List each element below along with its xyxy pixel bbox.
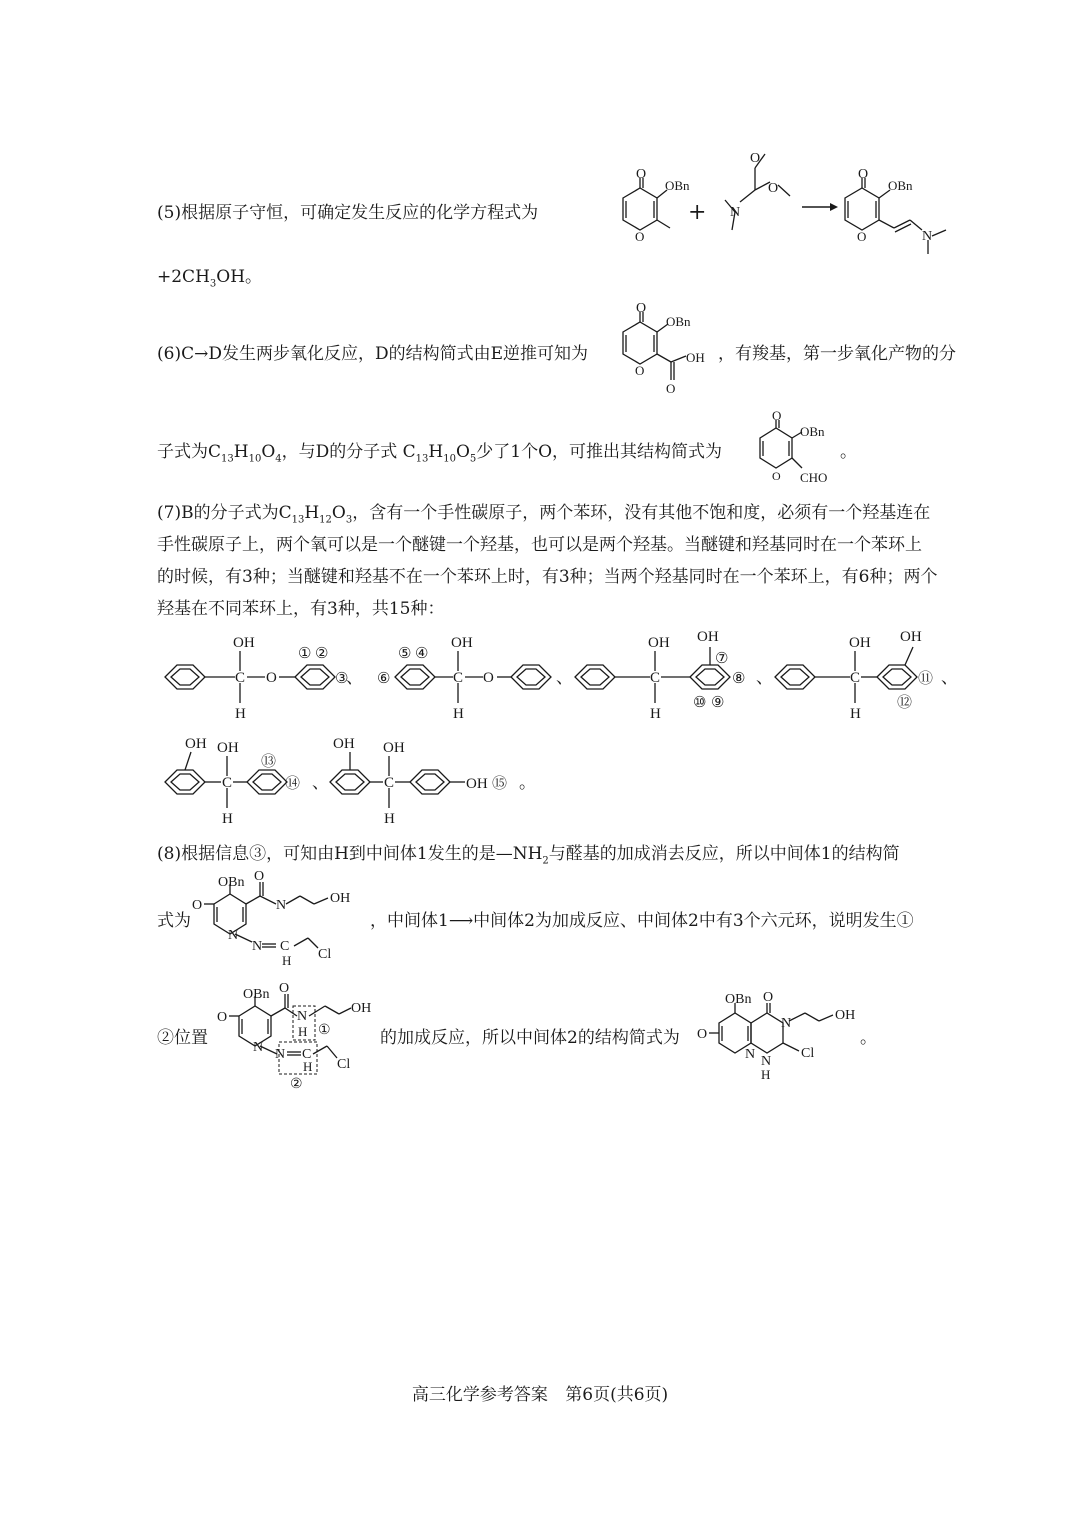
section7-line2: 手性碳原子上，两个氧可以是一个醚键一个羟基，也可以是两个羟基。当醚键和羟基同时在一个苯环上 bbox=[157, 535, 922, 555]
section8-line3-end: 。 bbox=[860, 1028, 877, 1048]
svg-text:⑤: ⑤ bbox=[398, 646, 412, 662]
isomer-structures-row1 bbox=[155, 625, 958, 725]
svg-text:Cl: Cl bbox=[318, 947, 332, 962]
svg-text:⑦: ⑦ bbox=[715, 651, 729, 667]
svg-text:①: ① bbox=[318, 1023, 331, 1038]
section8-line3-b: 的加成反应，所以中间体2的结构简式为 bbox=[380, 1028, 680, 1048]
svg-text:N: N bbox=[297, 1009, 308, 1024]
section8-line3-a: ②位置 bbox=[157, 1028, 208, 1048]
section6-text-before: (6)C→D发生两步氧化反应，D的结构简式由E逆推可知为 bbox=[157, 344, 589, 364]
section8-line2-a: 式为 bbox=[157, 911, 191, 931]
svg-text:⑬: ⑬ bbox=[261, 754, 277, 770]
svg-text:C: C bbox=[235, 670, 246, 686]
svg-text:N: N bbox=[745, 1047, 756, 1062]
section8-line2-b: ，中间体1⟶中间体2为加成反应、中间体2中有3个六元环，说明发生① bbox=[370, 911, 914, 931]
svg-text:O: O bbox=[768, 181, 779, 196]
svg-text:C: C bbox=[302, 1047, 312, 1062]
svg-text:⑭: ⑭ bbox=[285, 776, 301, 792]
svg-text:H: H bbox=[303, 1059, 313, 1074]
svg-text:O: O bbox=[635, 363, 645, 378]
svg-text:O: O bbox=[483, 670, 494, 686]
compound-d-structure bbox=[608, 300, 718, 400]
section8-line1: (8)根据信息③，可知由H到中间体1发生的是$—NH_2$与醛基的加成消去反应，所以中间体1的结构简 bbox=[157, 844, 900, 867]
svg-text:OH: OH bbox=[835, 1008, 856, 1023]
svg-text:H: H bbox=[222, 811, 233, 827]
svg-text:②: ② bbox=[290, 1077, 303, 1092]
svg-text:OBn: OBn bbox=[725, 992, 752, 1007]
svg-text:、: 、 bbox=[312, 773, 329, 792]
svg-text:C: C bbox=[222, 775, 233, 791]
svg-text:O: O bbox=[858, 167, 869, 182]
svg-text:N: N bbox=[781, 1016, 792, 1031]
section6-text-after: ，有羧基，第一步氧化产物的分 bbox=[718, 344, 956, 364]
intermediate-1-structure bbox=[190, 868, 370, 968]
svg-text:OH: OH bbox=[233, 635, 255, 651]
section7-line3: 的时候，有3种；当醚键和羟基不在一个苯环上时，有3种；当两个羟基同时在一个苯环上，有6种；两个 bbox=[157, 567, 938, 587]
svg-text:O: O bbox=[763, 990, 774, 1005]
svg-text:。: 。 bbox=[519, 773, 536, 792]
svg-text:O: O bbox=[772, 469, 781, 483]
svg-text:⑮: ⑮ bbox=[492, 776, 508, 792]
svg-text:N: N bbox=[253, 1040, 264, 1055]
svg-text:OH: OH bbox=[217, 740, 239, 756]
svg-text:③: ③ bbox=[335, 671, 349, 687]
svg-text:OH: OH bbox=[686, 350, 705, 365]
svg-text:O: O bbox=[857, 229, 867, 244]
svg-text:C: C bbox=[280, 939, 290, 954]
section5-tail: $+2CH_3OH$。 bbox=[157, 267, 263, 290]
svg-text:、: 、 bbox=[346, 668, 363, 687]
svg-text:O: O bbox=[635, 229, 645, 244]
section7-line1: (7)B的分子式为$C_{13}H_{12}O_3$，含有一个手性碳原子，两个苯环，没有其他不饱和度，必须有一个羟基连在 bbox=[157, 503, 931, 526]
svg-text:O: O bbox=[772, 408, 782, 423]
dmf-dma-structure bbox=[710, 140, 800, 240]
svg-text:OH: OH bbox=[185, 736, 207, 752]
svg-text:、: 、 bbox=[756, 668, 773, 687]
svg-text:C: C bbox=[650, 670, 661, 686]
svg-text:⑩: ⑩ bbox=[693, 695, 707, 711]
footer-page-number: 第6页(共6页) bbox=[565, 1385, 669, 1405]
intermediate-1-addition-sites-structure bbox=[215, 978, 385, 1093]
svg-text:H: H bbox=[235, 706, 246, 722]
svg-text:O: O bbox=[666, 381, 676, 396]
svg-text:N: N bbox=[276, 898, 287, 913]
svg-text:O: O bbox=[279, 981, 290, 996]
intermediate-2-structure bbox=[695, 985, 860, 1085]
label-o: O bbox=[636, 167, 647, 182]
svg-text:N: N bbox=[922, 229, 933, 244]
section7-line4: 羟基在不同苯环上，有3种，共15种： bbox=[157, 599, 445, 619]
svg-text:OH: OH bbox=[648, 635, 670, 651]
svg-text:OBn: OBn bbox=[888, 178, 913, 193]
svg-text:OH: OH bbox=[351, 1001, 372, 1016]
svg-text:O: O bbox=[750, 151, 761, 166]
svg-text:、: 、 bbox=[556, 668, 573, 687]
product-enamine-structure bbox=[830, 168, 960, 263]
svg-text:N: N bbox=[228, 928, 239, 943]
svg-text:H: H bbox=[453, 706, 464, 722]
svg-text:OH: OH bbox=[383, 740, 405, 756]
svg-text:⑥: ⑥ bbox=[377, 671, 391, 687]
svg-text:C: C bbox=[453, 670, 464, 686]
svg-text:、: 、 bbox=[941, 668, 958, 687]
page-footer bbox=[0, 1380, 1080, 1405]
svg-text:O: O bbox=[697, 1027, 708, 1042]
svg-text:H: H bbox=[298, 1024, 308, 1039]
svg-text:OH: OH bbox=[849, 635, 871, 651]
svg-text:O: O bbox=[192, 898, 203, 913]
svg-text:N: N bbox=[252, 939, 263, 954]
section6-line2: 子式为$C_{13}H_{10}O_4$，与D的分子式 $C_{13}H_{10}O_5$少了1个O，可推出其结构简式为 bbox=[157, 442, 723, 465]
svg-text:H: H bbox=[384, 811, 395, 827]
svg-text:H: H bbox=[650, 706, 661, 722]
svg-text:④: ④ bbox=[415, 646, 429, 662]
label-obn: OBn bbox=[665, 178, 690, 193]
svg-text:N: N bbox=[730, 205, 741, 220]
svg-text:Cl: Cl bbox=[801, 1046, 815, 1061]
svg-text:⑨: ⑨ bbox=[711, 695, 725, 711]
svg-text:O: O bbox=[266, 670, 277, 686]
section5-text: (5)根据原子守恒，可确定发生反应的化学方程式为 bbox=[157, 203, 539, 223]
svg-text:C: C bbox=[384, 775, 395, 791]
svg-text:OH: OH bbox=[333, 736, 355, 752]
svg-text:OH: OH bbox=[330, 891, 351, 906]
svg-text:OH: OH bbox=[466, 776, 488, 792]
svg-text:OBn: OBn bbox=[218, 875, 245, 890]
svg-text:O: O bbox=[217, 1010, 228, 1025]
svg-text:⑧: ⑧ bbox=[732, 671, 746, 687]
svg-text:H: H bbox=[761, 1067, 771, 1082]
svg-text:O: O bbox=[254, 869, 265, 884]
plus-sign: + bbox=[688, 200, 707, 225]
svg-text:H: H bbox=[282, 953, 292, 968]
svg-text:C: C bbox=[850, 670, 861, 686]
svg-text:⑪: ⑪ bbox=[918, 671, 934, 687]
svg-text:⑫: ⑫ bbox=[897, 695, 913, 711]
svg-text:OH: OH bbox=[900, 629, 922, 645]
svg-text:OBn: OBn bbox=[800, 424, 825, 439]
footer-title: 高三化学参考答案 bbox=[411, 1385, 548, 1405]
svg-text:N: N bbox=[761, 1054, 772, 1069]
svg-text:CHO: CHO bbox=[800, 470, 828, 485]
svg-text:N: N bbox=[275, 1047, 286, 1062]
svg-text:OH: OH bbox=[451, 635, 473, 651]
svg-text:OBn: OBn bbox=[243, 987, 270, 1002]
svg-text:OH: OH bbox=[697, 629, 719, 645]
isomer-structures-row2 bbox=[155, 730, 575, 830]
svg-text:Cl: Cl bbox=[337, 1057, 351, 1072]
svg-text:O: O bbox=[636, 301, 647, 316]
first-oxidation-product-structure bbox=[752, 410, 847, 490]
svg-text:H: H bbox=[850, 706, 861, 722]
svg-text:①: ① bbox=[298, 646, 312, 662]
svg-text:②: ② bbox=[315, 646, 329, 662]
reactant-pyranone-structure bbox=[595, 168, 695, 258]
svg-text:OBn: OBn bbox=[666, 314, 691, 329]
section6-line2-end: 。 bbox=[840, 442, 857, 462]
